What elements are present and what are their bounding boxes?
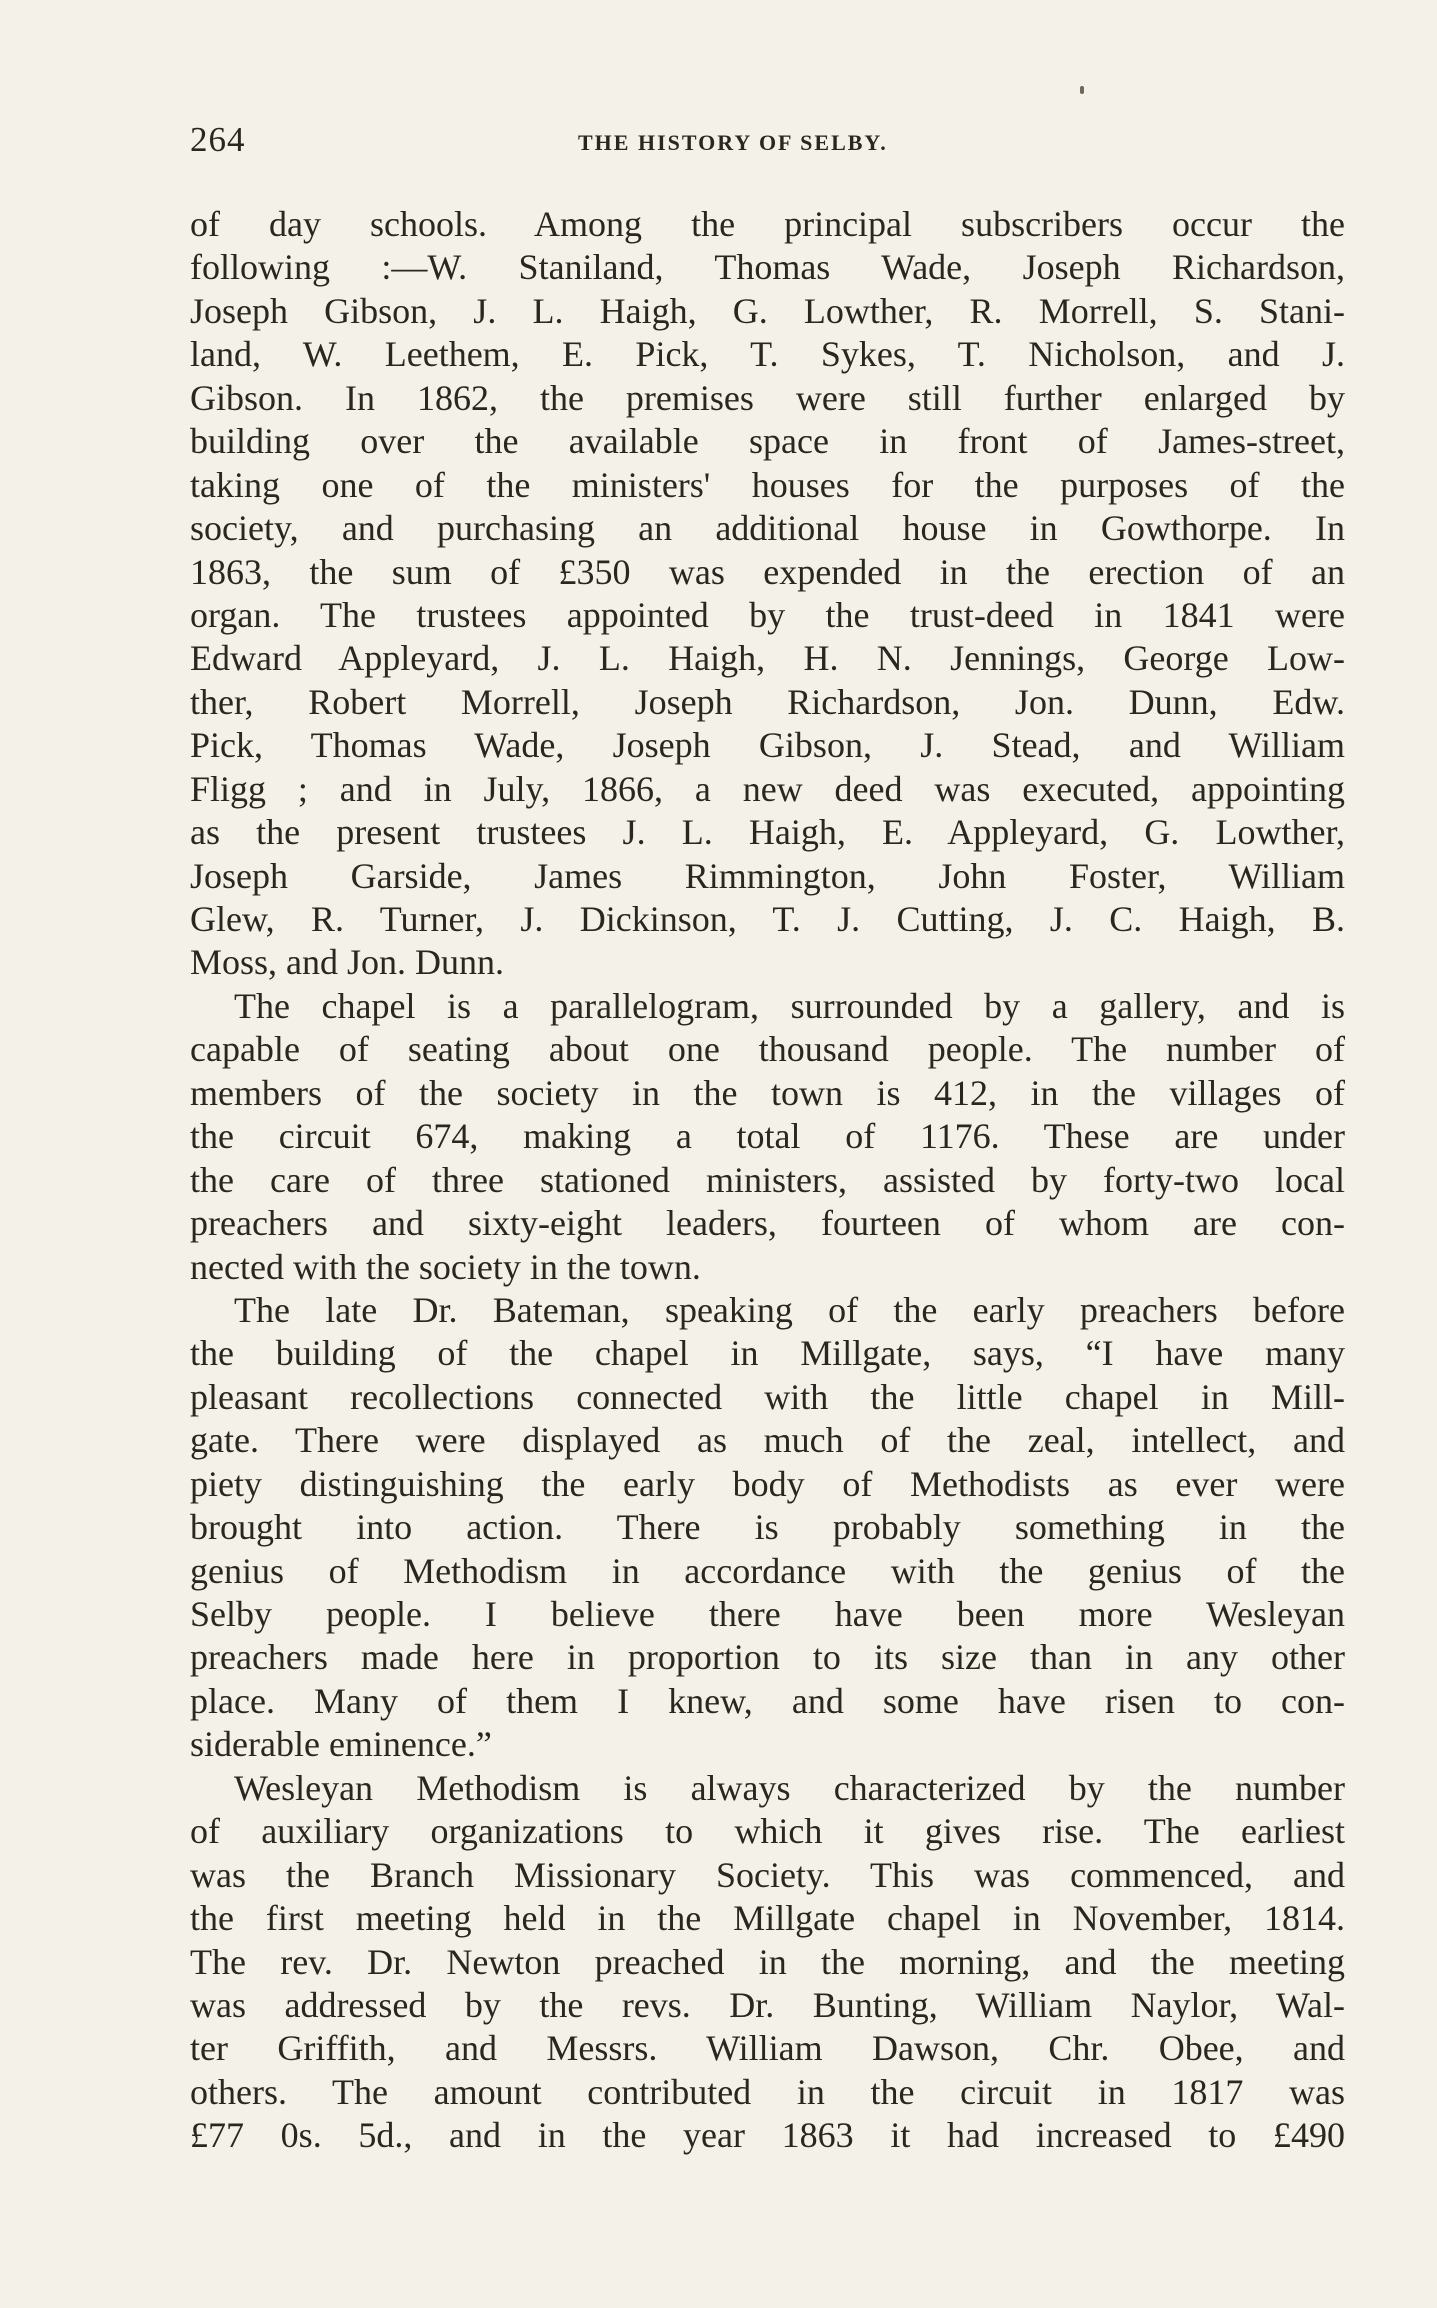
text-line: gate. There were displayed as much of the zeal, intellect, and xyxy=(190,1420,1345,1461)
text-line: piety distinguishing the early body of Methodists as ever were xyxy=(190,1463,1345,1504)
text-line: capable of seating about one thousand people. The number of xyxy=(190,1029,1345,1070)
text-line: taking one of the ministers' houses for the purposes of the xyxy=(190,464,1345,505)
text-line: of day schools. Among the principal subscribers occur the xyxy=(190,204,1345,244)
text-line: as the present trustees J. L. Haigh, E. Appleyard, G. Lowther, xyxy=(190,812,1345,853)
text-line: members of the society in the town is 412, in the villages of xyxy=(190,1072,1345,1113)
text-line: the first meeting held in the Millgate chapel in November, 1814. xyxy=(190,1898,1345,1939)
running-head xyxy=(190,120,1340,160)
page-number: 264 xyxy=(190,120,246,159)
text-line: Edward Appleyard, J. L. Haigh, H. N. Jennings, George Low- xyxy=(190,638,1345,679)
text-line: preachers made here in proportion to its size than in any other xyxy=(190,1637,1345,1678)
text-line: Moss, and Jon. Dunn. xyxy=(190,942,505,983)
text-line: Wesleyan Methodism is always characterized by the number xyxy=(234,1767,1345,1808)
text-line: building over the available space in front of James-street, xyxy=(190,421,1345,462)
text-line: Fligg ; and in July, 1866, a new deed was executed, appointing xyxy=(190,768,1345,809)
text-line: 1863, the sum of £350 was expended in the erection of an xyxy=(190,551,1345,592)
text-line: was the Branch Missionary Society. This was commenced, and xyxy=(190,1854,1345,1895)
running-title: THE HISTORY OF SELBY. xyxy=(578,130,888,155)
text-line: the care of three stationed ministers, assisted by forty-two local xyxy=(190,1159,1345,1200)
text-line: of auxiliary organizations to which it gives rise. The earliest xyxy=(190,1811,1345,1852)
text-line: siderable eminence.” xyxy=(190,1724,492,1765)
text-line: the building of the chapel in Millgate, says, “I have many xyxy=(190,1333,1345,1374)
text-line: The rev. Dr. Newton preached in the morning, and the meeting xyxy=(190,1941,1345,1982)
text-line: nected with the society in the town. xyxy=(190,1246,701,1287)
text-line: others. The amount contributed in the circuit in 1817 was xyxy=(190,2071,1345,2112)
text-line: ter Griffith, and Messrs. William Dawson, Chr. Obee, and xyxy=(190,2028,1345,2069)
text-line: the circuit 674, making a total of 1176. These are under xyxy=(190,1116,1345,1157)
text-line: genius of Methodism in accordance with the genius of the xyxy=(190,1550,1345,1591)
text-line: was addressed by the revs. Dr. Bunting, William Naylor, Wal- xyxy=(190,1984,1345,2025)
text-line: Glew, R. Turner, J. Dickinson, T. J. Cutting, J. C. Haigh, B. xyxy=(190,899,1345,939)
text-line: preachers and sixty-eight leaders, fourteen of whom are con- xyxy=(190,1203,1345,1244)
body-text xyxy=(190,203,1345,2158)
text-line: The chapel is a parallelogram, surrounded by a gallery, and is xyxy=(234,985,1345,1026)
text-line: place. Many of them I knew, and some have risen to con- xyxy=(190,1680,1345,1721)
text-line: Selby people. I believe there have been more Wesleyan xyxy=(190,1594,1345,1634)
text-line: £77 0s. 5d., and in the year 1863 it had increased to £490 xyxy=(190,2115,1345,2156)
text-line: society, and purchasing an additional house in Gowthorpe. In xyxy=(190,508,1345,549)
text-line: ther, Robert Morrell, Joseph Richardson, Jon. Dunn, Edw. xyxy=(190,681,1345,722)
text-line: following :—W. Staniland, Thomas Wade, Joseph Richardson, xyxy=(190,247,1345,288)
text-line: land, W. Leethem, E. Pick, T. Sykes, T. Nicholson, and J. xyxy=(190,334,1345,375)
text-line: Joseph Gibson, J. L. Haigh, G. Lowther, R. Morrell, S. Stani- xyxy=(190,290,1345,331)
text-line: Pick, Thomas Wade, Joseph Gibson, J. Stead, and William xyxy=(190,725,1345,766)
text-line: The late Dr. Bateman, speaking of the early preachers before xyxy=(234,1289,1345,1330)
ink-speck xyxy=(1080,86,1084,94)
text-line: pleasant recollections connected with the little chapel in Mill- xyxy=(190,1376,1345,1417)
text-line: Gibson. In 1862, the premises were still further enlarged by xyxy=(190,377,1345,418)
text-line: brought into action. There is probably something in the xyxy=(190,1507,1345,1548)
text-line: organ. The trustees appointed by the trust-deed in 1841 were xyxy=(190,594,1345,635)
text-line: Joseph Garside, James Rimmington, John Foster, William xyxy=(190,855,1345,896)
